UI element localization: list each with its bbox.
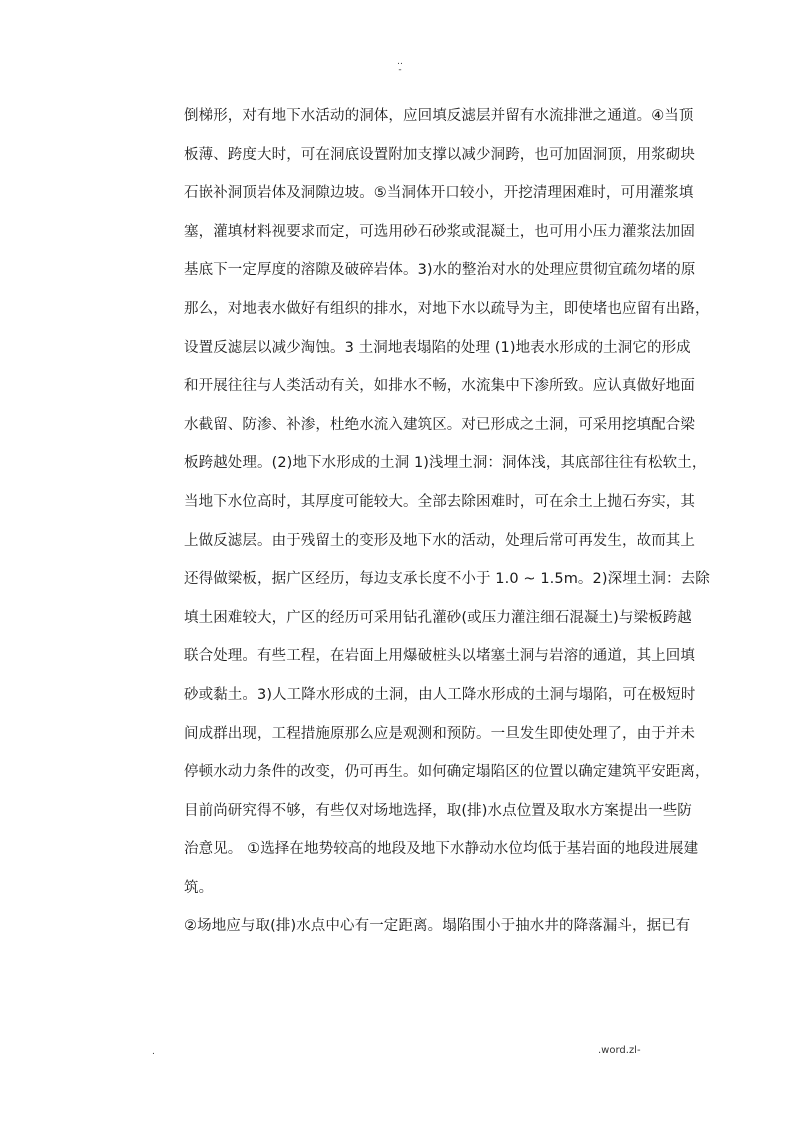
text-line: 治意见。 ①选择在地势较高的地段及地下水静动水位均低于基岩面的地段进展建 [184,841,699,858]
text-line: 填土困难较大，广区的经历可采用钻孔灌砂(或压力灌注细石混凝土)与梁板跨越 [184,609,692,626]
text-line: 板薄、跨度大时，可在洞底设置附加支撑以减少洞跨，也可加固洞顶，用浆砌块 [184,146,695,163]
text-line: 那么，对地表水做好有组织的排水，对地下水以疏导为主，即使堵也应留有出路， [184,300,710,317]
text-line: 筑。 [184,879,214,896]
document-body [184,97,710,946]
footer-dot: . [152,1047,155,1057]
text-line: 目前尚研究得不够，有些仅对场地选择，取(排)水点位置及取水方案提出一些防 [184,802,692,819]
text-line: 板跨越处理。(2)地下水形成的土洞 1)浅埋土洞：洞体浅，其底部往往有松软土， [184,455,707,472]
text-line: 联合处理。有些工程，在岩面上用爆破桩头以堵塞土洞与岩溶的通道，其上回填 [184,648,695,665]
text-line: 石嵌补洞顶岩体及洞隙边坡。⑤当洞体开口较小，开挖清理困难时，可用灌浆填 [184,185,694,202]
text-line: 倒梯形，对有地下水活动的洞体，应回填反滤层并留有水流排泄之通道。④当顶 [184,108,694,124]
text-line: 水截留、防渗、补渗，杜绝水流入建筑区。对已形成之土洞，可采用挖填配合梁 [184,416,695,433]
text-line: 设置反滤层以减少淘蚀。3 土洞地表塌陷的处理 (1)地表水形成的土洞它的形成 [184,339,691,356]
text-line: 上做反滤层。由于残留土的变形及地下水的活动，处理后常可再发生，故而其上 [184,532,695,549]
text-line: 还得做梁板，据广区经历，每边支承长度不小于 1.0 ~ 1.5m。2)深埋土洞：去除 [184,571,710,588]
footer-watermark: .word.zl- [598,1045,641,1056]
header-mark-dash: - [398,65,402,75]
text-line: 停顿水动力条件的改变，仍可再生。如何确定塌陷区的位置以确定建筑平安距离， [184,764,710,781]
text-line: ②场地应与取(排)水点中心有一定距离。塌陷围小于抽水井的降落漏斗，据已有 [184,918,691,935]
header-mark-dots: .. [397,57,403,67]
text-line: 基底下一定厚度的溶隙及破碎岩体。3)水的整治对水的处理应贯彻宜疏勿堵的原 [184,262,696,279]
text-line: 和开展往往与人类活动有关，如排水不畅，水流集中下渗所致。应认真做好地面 [184,378,695,395]
text-line: 砂或黏土。3)人工降水形成的土洞，由人工降水形成的土洞与塌陷，可在极短时 [184,686,696,703]
text-line: 塞，灌填材料视要求而定，可选用砂石砂浆或混凝土，也可用小压力灌浆法加固 [184,223,695,240]
text-line: 当地下水位高时，其厚度可能较大。全部去除困难时，可在余土上抛石夯实，其 [184,493,695,510]
text-line: 间成群出现，工程措施原那么应是观测和预防。一旦发生即使处理了，由于并未 [184,725,695,742]
header-mark [390,58,410,74]
